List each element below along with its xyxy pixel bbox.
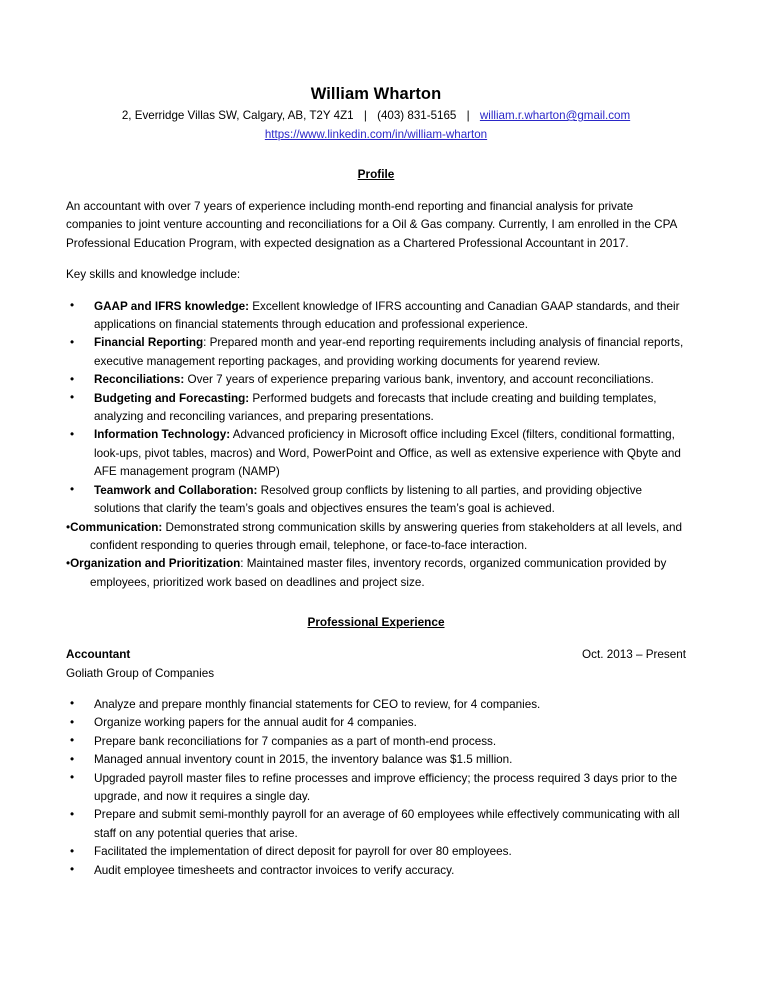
key-skill-label: Communication: (70, 520, 163, 534)
job-duty-item (66, 751, 686, 769)
job-duty-item (66, 806, 686, 843)
spacer-skills-intro (66, 285, 686, 298)
key-skill-item (66, 390, 686, 427)
bullet-icon: • (70, 844, 75, 858)
phone-number: (403) 831-5165 (377, 109, 457, 122)
bullet-icon: • (70, 427, 75, 441)
key-skill-item (66, 371, 686, 389)
skills-intro: Key skills and knowledge include: (66, 268, 241, 282)
key-skills-list-flush (66, 519, 686, 593)
spacer-experience-heading (66, 630, 686, 646)
spacer-skills-experience (66, 592, 686, 614)
bullet-icon: • (66, 557, 71, 571)
profile-summary: An accountant with over 7 years of experience including month-end reporting and financial analysis for private companies to joint venture accounting and reconciliations for a Oil & Gas company. Currently, I am enrolled in the CPA Professional Education Program, with expected designation as a Chartered Professional Accountant in 2017. (66, 200, 677, 250)
spacer-summary-skills (66, 253, 686, 266)
key-skill-label: Budgeting and Forecasting: (94, 391, 250, 405)
contact-separator-2: | (466, 109, 470, 122)
resume-header (66, 84, 686, 144)
key-skill-label: Financial Reporting (94, 336, 204, 350)
bullet-icon: • (70, 697, 75, 711)
job-duty-text: Organize working papers for the annual audit for 4 companies. (94, 716, 417, 730)
spacer-profile-heading (66, 182, 686, 198)
job-title: Accountant (66, 648, 131, 662)
job-duty-text: Analyze and prepare monthly financial statements for CEO to review, for 4 companies. (94, 697, 541, 711)
profile-section-heading: Profile (357, 167, 395, 181)
key-skill-item (66, 482, 686, 519)
bullet-icon: • (70, 299, 75, 313)
job-duty-text: Prepare and submit semi-monthly payroll for an average of 60 employees while effectively communicating with all staff on any potential queries that arise. (94, 808, 680, 840)
job-duty-text: Facilitated the implementation of direct deposit for payroll for over 80 employees. (94, 845, 512, 859)
key-skill-text: Performed budgets and forecasts that include creating and building templates, analyzing and reconciling variances, and preparing presentations. (94, 391, 657, 424)
job-header-row (66, 646, 686, 664)
experience-entry (66, 646, 686, 880)
key-skill-label: Information Technology: (94, 428, 231, 442)
key-skill-item (66, 519, 686, 556)
job-duty-text: Audit employee timesheets and contractor invoices to verify accuracy. (94, 863, 455, 877)
key-skill-text: Resolved group conflicts by listening to all parties, and providing objective solutions that clarify the team’s goals and objectives ensures the team’s goal is achieved. (94, 483, 643, 516)
key-skill-text: Over 7 years of experience preparing various bank, inventory, and account reconciliations. (184, 373, 654, 387)
job-dates: Oct. 2013 – Present (582, 648, 686, 662)
job-duty-item (66, 862, 686, 880)
contact-line-primary (66, 106, 686, 125)
bullet-icon: • (66, 520, 71, 534)
bullet-icon: • (70, 715, 75, 729)
spacer-job-duties (66, 683, 686, 696)
job-duties-list (66, 696, 686, 880)
job-duty-item (66, 733, 686, 751)
bullet-icon: • (70, 483, 75, 497)
job-duty-item (66, 714, 686, 732)
key-skill-item (66, 426, 686, 481)
job-duty-item (66, 843, 686, 861)
linkedin-link[interactable]: https://www.linkedin.com/in/william-wharton (264, 128, 488, 141)
key-skill-label: GAAP and IFRS knowledge: (94, 299, 249, 313)
job-company: Goliath Group of Companies (66, 666, 215, 680)
bullet-icon: • (70, 372, 75, 386)
key-skill-text: : Maintained master files, inventory records, organized communication provided by employees, prioritized work based on deadlines and project size. (90, 557, 667, 589)
bullet-icon: • (70, 771, 75, 785)
key-skill-label: Reconciliations: (94, 373, 185, 387)
key-skill-label: Organization and Prioritization (70, 557, 241, 571)
email-link[interactable]: william.r.wharton@gmail.com (479, 109, 631, 122)
bullet-icon: • (70, 752, 75, 766)
key-skills-list (66, 298, 686, 519)
key-skill-text: Excellent knowledge of IFRS accounting and Canadian GAAP standards, and their applications on financial statements through education and professional experience. (94, 299, 680, 332)
mailing-address: 2, Everridge Villas SW, Calgary, AB, T2Y 4Z1 (121, 109, 354, 122)
contact-separator-1: | (363, 109, 367, 122)
job-duty-text: Upgraded payroll master files to refine processes and improve efficiency; the process required 3 days prior to the upgrade, and now it requires a single day. (94, 771, 678, 803)
job-duty-item (66, 696, 686, 714)
key-skill-text: : Prepared month and year-end reporting requirements including analysis of financial reports, executive management reporting packages, and providing working documents for yearend review. (94, 336, 684, 368)
bullet-icon: • (70, 807, 75, 821)
job-duty-text: Prepare bank reconciliations for 7 companies as a part of month-end process. (94, 734, 497, 748)
job-duty-item (66, 770, 686, 807)
key-skill-label: Teamwork and Collaboration: (94, 483, 258, 497)
key-skill-text: Advanced proficiency in Microsoft office including Excel (filters, conditional formatting, look-ups, pivot tables, macros) and Word, PowerPoint and Office, as well as extensive experience with Qbyte and AFE management program (NAMP) (94, 428, 681, 479)
bullet-icon: • (70, 335, 75, 349)
experience-jobs (66, 646, 686, 880)
bullet-icon: • (70, 863, 75, 877)
experience-section-heading: Professional Experience (307, 615, 445, 630)
job-duty-text: Managed annual inventory count in 2015, the inventory balance was $1.5 million. (94, 753, 513, 767)
spacer-header-profile (66, 144, 686, 166)
key-skill-text: Demonstrated strong communication skills by answering queries from stakeholders at all levels, and confident responding to queries through email, telephone, or face-to-face interaction. (90, 520, 682, 552)
bullet-icon: • (70, 391, 75, 405)
key-skill-item (66, 334, 686, 371)
key-skill-item (66, 555, 686, 592)
key-skill-item (66, 298, 686, 335)
contact-line-secondary (66, 125, 686, 144)
bullet-icon: • (70, 734, 75, 748)
candidate-name: William Wharton (310, 85, 442, 103)
